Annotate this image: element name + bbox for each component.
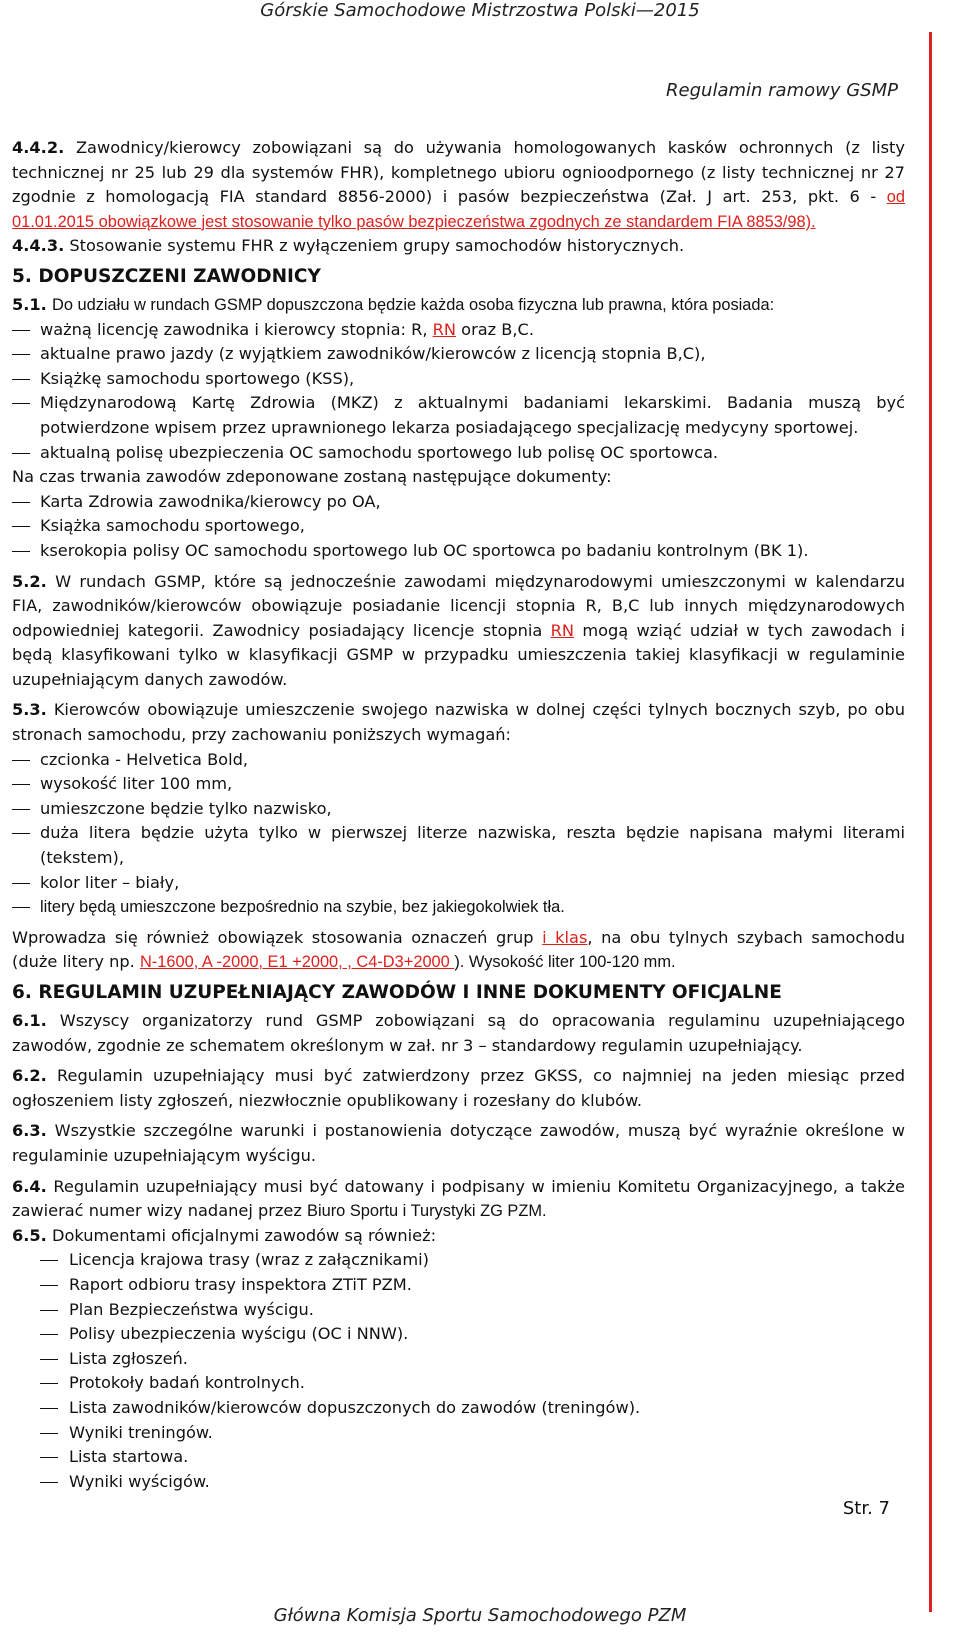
section-number: 6.1. [12,1011,47,1030]
section-heading-6: 6. REGULAMIN UZUPEŁNIAJĄCY ZAWODÓW I INNE DOKUMENTY OFICJALNE [12,982,782,1003]
license-rn-link: RN [550,620,575,640]
list-item: Książkę samochodu sportowego (KSS), [12,367,905,392]
page-number: Str. 7 [842,1498,890,1519]
group-marking-paragraph: Wprowadza się również obowiązek stosowania oznaczeń grup i klas, na obu tylnych szybach samochodu (duże litery np. N-1600, A -2000, E1 +2000, , C4-D3+2000 ). Wysokość liter 100-120 mm. [12,927,905,972]
highlighted-text: od 01.01.2015 obowiązkowe jest stosowanie tylko pasów bezpieczeństwa zgodnych ze standardem FIA 8853/98). [12,188,905,231]
document-body [12,136,905,1494]
list-item: czcionka - Helvetica Bold, [12,748,905,773]
list-item: duża litera będzie użyta tylko w pierwszej literze nazwiska, reszta będzie napisana małymi literami (tekstem), [12,821,905,870]
list-item: Lista zgłoszeń. [12,1347,905,1372]
header-title: Górskie Samochodowe Mistrzostwa Polski—2015 [260,0,700,21]
list-item: kolor liter – biały, [12,871,905,896]
license-rn-link: RN [432,319,457,339]
list-item: wysokość liter 100 mm, [12,772,905,797]
paragraph-5-3 [12,698,905,747]
header-subtitle: Regulamin ramowy GSMP [666,80,898,101]
section-number: 4.4.2. [12,138,65,157]
footer-org: Główna Komisja Sportu Samochodowego PZM [273,1605,687,1626]
section-number: 4.4.3. [12,236,65,256]
list-item: Książka samochodu sportowego, [12,514,905,539]
paragraph-text: Kierowców obowiązuje umieszczenie swojego nazwiska w dolnej części tylnych bocznych szyb, po obu stronach samochodu, przy zachowaniu poniższych wymagań: [12,700,905,745]
list-item: Lista zawodników/kierowców dopuszczonych do zawodów (treningów). [12,1396,905,1421]
paragraph-6-5: 6.5. Dokumentami oficjalnymi zawodów są również: [12,1225,437,1245]
list-item: Wyniki wyścigów. [12,1470,905,1495]
paragraph-6-1: 6.1. Wszyscy organizatorzy rund GSMP zobowiązani są do opracowania regulaminu uzupełniającego zawodów, zgodnie ze schematem określonym w zał. nr 3 – standardowy regulamin uzupełniający. [12,1011,905,1055]
list-item: kserokopia polisy OC samochodu sportowego lub OC sportowca po badaniu kontrolnym (BK 1). [12,539,905,564]
list-item: Wyniki treningów. [12,1421,905,1446]
deposit-intro: Na czas trwania zawodów zdeponowane zostaną następujące dokumenty: [12,467,612,487]
section-number: 5.1. [12,294,47,314]
list-item: Karta Zdrowia zawodnika/kierowcy po OA, [12,490,905,515]
highlighted-text: N-1600, A -2000, E1 +2000, , C4-D3+2000 [139,953,455,972]
paragraph-4-4-3 [12,234,905,259]
paragraph-6-4: 6.4. Regulamin uzupełniający musi być datowany i podpisany w imieniu Komitetu Organizacyjnego, a także zawierać numer wizy nadanej przez Biuro Sportu i Turystyki ZG PZM. [12,1176,905,1221]
list-item: aktualną polisę ubezpieczenia OC samochodu sportowego lub polisę OC sportowca. [12,441,905,466]
section-heading-5: 5. DOPUSZCZENI ZAWODNICY [12,265,321,287]
section-number: 6.3. [12,1121,47,1141]
list-item: litery będą umieszczone bezpośrednio na szybie, bez jakiegokolwiek tła. [12,895,905,920]
section-number: 6.2. [12,1066,47,1086]
list-item: Polisy ubezpieczenia wyścigu (OC i NNW). [12,1322,905,1347]
paragraph-6-2: 6.2. Regulamin uzupełniający musi być zatwierdzony przez GKSS, co najmniej na jeden miesiąc przed ogłoszeniem listy zgłoszeń, niezwłocznie opublikowany i rozesłany do klubów. [12,1066,905,1110]
list-item: Licencja krajowa trasy (wraz z załącznikami) [12,1248,905,1273]
list-item: umieszczone będzie tylko nazwisko, [12,797,905,822]
paragraph-text: Zawodnicy/kierowcy zobowiązani są do używania homologowanych kasków ochronnych (z listy technicznej nr 25 lub 29 dla systemów FHR), kompletnego ubioru ognioodpornego (z listy technicznej nr 27 zgodnie z homologacją FIA standard 8856-2000) i pasów bezpieczeństwa (Zał. J art. 253, pkt. 6 - [12,138,905,207]
list-item: Protokoły badań kontrolnych. [12,1371,905,1396]
list-item: Plan Bezpieczeństwa wyścigu. [12,1298,905,1323]
section-number: 6.4. [12,1176,47,1196]
list-item: Lista startowa. [12,1445,905,1470]
paragraph-5-1 [12,293,905,318]
paragraph-6-3: 6.3. Wszystkie szczególne warunki i postanowienia dotyczące zawodów, muszą być wyraźnie określone w regulaminie uzupełniającym wyścigu. [12,1121,905,1165]
margin-rule [929,32,932,1612]
paragraph-5-2: 5.2. W rundach GSMP, które są jednocześnie zawodami międzynarodowymi umieszczonymi w kalendarzu FIA, zawodników/kierowców obowiązuje posiadanie licencji stopnia R, B,C lub innych międzynarodowych odpowiedniej kategorii. Zawodnicy posiadający licencje stopnia RN mogą wziąć udział w tych zawodach i będą klasyfikowani tylko w klasyfikacji GSMP w przypadku umieszczenia takiej klasyfikacji w regulaminie uzupełniającym danych zawodów. [12,571,905,689]
section-number: 5.2. [12,571,47,591]
list-item: Raport odbioru trasy inspektora ZTiT PZM. [12,1273,905,1298]
list-item: Międzynarodową Kartę Zdrowia (MKZ) z aktualnymi badaniami lekarskimi. Badania muszą być potwierdzone wpisem przez uprawnionego lekarza posiadającego specjalizację medycyny sportowej. [12,391,905,440]
paragraph-text: Stosowanie systemu FHR z wyłączeniem grupy samochodów historycznych. [69,236,685,256]
list-item: ważną licencję zawodnika i kierowcy stopnia: R, RN oraz B,C. [12,318,905,343]
section-number: 5.3. [12,700,47,720]
section-number: 6.5. [12,1225,47,1245]
paragraph-text: Do udziału w rundach GSMP dopuszczona będzie każda osoba fizyczna lub prawna, która posiada: [51,295,775,314]
list-item: aktualne prawo jazdy (z wyjątkiem zawodników/kierowców z licencją stopnia B,C), [12,342,905,367]
highlighted-text: i klas [542,927,588,947]
paragraph-4-4-2 [12,136,905,234]
